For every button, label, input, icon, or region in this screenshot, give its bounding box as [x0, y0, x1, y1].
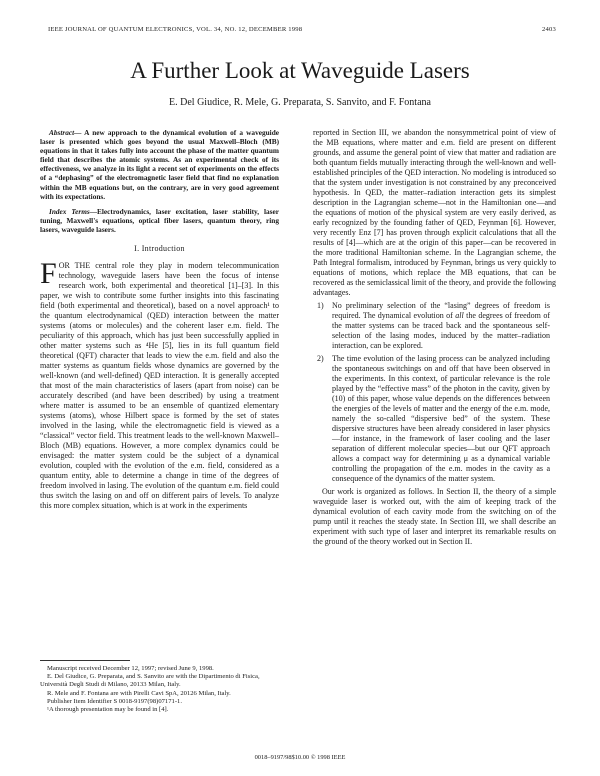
advantages-list — [313, 301, 556, 484]
footnote-rule — [40, 660, 130, 661]
abstract-text: A new approach to the dynamical evolution of a waveguide laser is presented which goes beyond the usual Maxwell–Bloch (MB) equations in that it takes fully into account the phase of the matter quantum field that describes the atomic systems. As an experimental check of its effectiveness, we analyze in its light a recent set of experiments on the effects of a “dephasing” of the electromagnetic laser field that find no explanation within the MB equations but, on the contrary, are in very good agreement with its expectations. — [40, 128, 279, 201]
list-item — [313, 301, 556, 351]
footnote: R. Mele and F. Fontana are with Pirelli Cavi SpA, 20126 Milan, Italy. — [47, 689, 231, 697]
index-terms-text: Electrodynamics, laser excitation, laser stability, laser tuning, Maxwell's equations, optical fiber lasers, quantum theory, ring lasers, waveguide lasers. — [40, 206, 279, 234]
intro-paragraph — [40, 257, 279, 511]
list-item — [313, 354, 556, 484]
footnote: Manuscript received December 12, 1997; revised June 9, 1998. — [47, 665, 214, 672]
list-number: 1) — [317, 301, 324, 310]
list-text: No preliminary selection of the “lasing” degrees of freedom is required. The dynamical evolution of — [332, 301, 550, 320]
paper-title: A Further Look at Waveguide Lasers — [130, 58, 470, 83]
drop-cap: F — [40, 257, 57, 291]
right-paragraph-1: reported in Section III, we abandon the nonsymmetrical point of view of the MB equations, where matter and e.m. field are present on different grounds, and assume the general point of view that matter and radiation are both quantum fields mutually interacting through the well-known and well-established principles of the QED interaction. No modeling is introduced so that the system under investigation is not constrained by any preconceived hypothesis. In QED, the matter–radiation interaction gets its simplest description in the Lagrangian scheme—not in the Hamiltonian one—and the equations of motion of the physical system are very easily derived, as early recognized by the founding father of QED, Feynman [6]. However, very recently Enz [7] has proven through explicit calculations that all the results of [4]—which are at the origin of this paper—can be recovered in the more traditional Hamiltonian scheme. In the Lagrangian scheme, the Path Integral formalism, introduced by Feynman, brings us very quickly to equations of motions, which replace the MB equations, that can be recovered as the semiclassical limit of the theory, and provide the following advantages. — [313, 128, 556, 297]
footnote: E. Del Giudice, G. Preparata, and S. Sanvito are with the Dipartimento di Fisica, Università Degli Studi di Milano, 20133 Milan, Italy. — [40, 673, 260, 689]
right-column — [313, 128, 556, 547]
left-column — [40, 128, 279, 511]
right-paragraph-2: Our work is organized as follows. In Section II, the theory of a simple waveguide laser is worked out, with the aim of keeping track of the dynamical evolution of each cavity mode from the switching on of the pump until it reaches the steady state. In Section III, we shall describe an experiment with such type of laser and interpret its remarkable results on the ground of the theory worked out in Section II. — [313, 487, 556, 546]
list-text-cont: the degrees of freedom of the matter systems can be traced back and the spontaneous self-selection of the lasing modes, induced by the matter–radiation interaction, can be explored. — [332, 311, 550, 350]
list-text: The time evolution of the lasing process can be analyzed including the spontaneous switchings on and off that have been observed in the experiments. In this context, of particular relevance is the role played by the “effective mass” of the photon in the cavity, given by (10) of this paper, whose value depends on the differences between the energies of the levels of matter and the energy of the e.m. mode, namely the so-called “dispersive bed” of the system. These dispersive structures have been already considered in laser physics—for instance, in the framework of laser cooling and the laser separation of different molecular species—but our QFT approach allows a compact way for determining μ as a dynamical variable controlling the propagation of the e.m. modes in the cavity as a consequence of the dynamics of the matter system. — [332, 354, 550, 483]
author-list: E. Del Giudice, R. Mele, G. Preparata, S. Sanvito, and F. Fontana — [169, 97, 431, 108]
list-number: 2) — [317, 354, 324, 363]
running-header — [48, 26, 556, 33]
footnote: Publisher Item Identifier S 0018-9197(98)07171-1. — [47, 697, 182, 705]
footnote: ¹A thorough presentation may be found in [4]. — [47, 706, 169, 714]
intro-text: OR THE central role they play in modern telecommunication technology, waveguide lasers have been the focus of intense research work, both experimental and theoretical [1]–[3]. In this paper, we wish to contribute some further insights into this fascinating field (both experimental and theoretical), based on a novel approach¹ to the quantum electrodynamical (QED) interaction between the matter systems (atoms or molecules) and the coherent laser e.m. field. The peculiarity of this approach, which has just been successfully applied in other matter systems such as ⁴He [5], lies in its full quantum field theoretical (QFT) character that leads to view the e.m. field and also the matter systems as quantum fields whose dynamics are governed by the well-known (and well-defined) QED interaction. It is generally accepted that most of the main characteristics of lasers (apart from noise) can be accurately described (and have been described) by using a treatment where matter is assumed to be an ensemble of quantized elementary systems (atoms), whose Hilbert space is formed by the set of states involved in the lasing, while the electromagnetic field is viewed as a “classical” vector field. This treatment leads to the well-known Maxwell–Bloch (MB) equations. However, a more complex dynamics could be envisaged: the matter system could be the subject of a dynamical evolution, coupled with the evolution of the e.m. field, considered as a quantum entity, able to determine a change in time of the degrees of freedom involved in lasing. The evolution of the quantum e.m. field could thus switch the lasing on and off on different pairs of levels. To analyze this more complex situation, which is at work in the experiments — [40, 261, 279, 511]
footnotes — [40, 660, 279, 714]
journal-name: IEEE JOURNAL OF QUANTUM ELECTRONICS, VOL. 34, NO. 12, DECEMBER 1998 — [48, 26, 303, 33]
copyright-footer: 0018–9197/98$10.00 © 1998 IEEE — [254, 754, 346, 761]
abstract-label: Abstract— — [49, 128, 82, 137]
abstract — [40, 128, 279, 201]
index-terms-label: Index Terms— — [49, 206, 98, 216]
index-terms — [40, 207, 279, 234]
list-emphasis: all — [455, 311, 464, 320]
page-number: 2403 — [542, 26, 556, 33]
section-heading-introduction: I. Introduction — [134, 244, 185, 254]
